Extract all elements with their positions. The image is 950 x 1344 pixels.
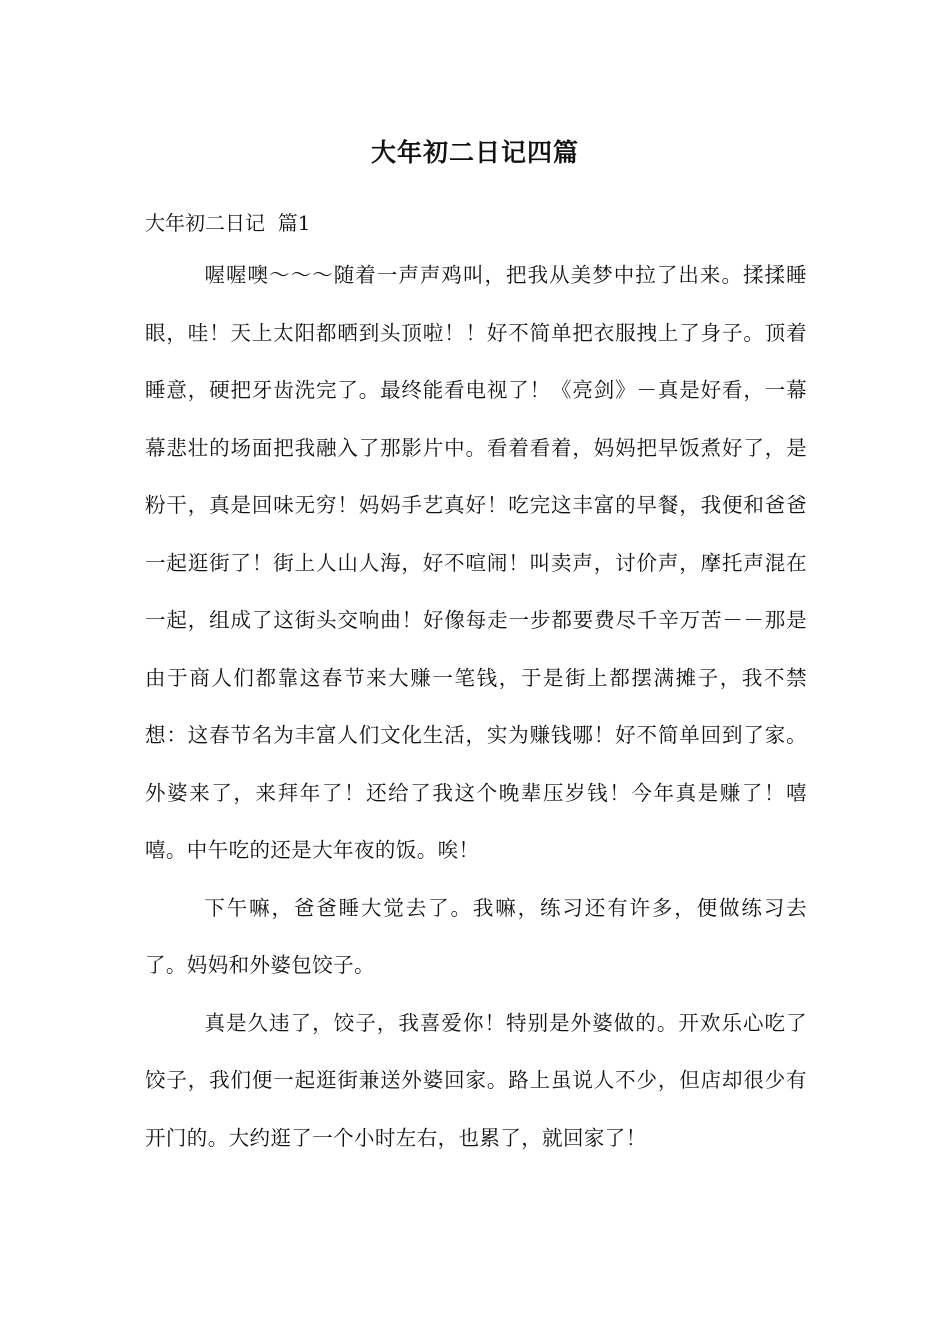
- paragraph: 喔喔噢～～～随着一声声鸡叫，把我从美梦中拉了出来。揉揉睡眼，哇！天上太阳都晒到头顶啦！！好不简单把衣服拽上了身子。顶着睡意，硬把牙齿洗完了。最终能看电视了！《亮剑》－真是好看，一幕幕悲壮的场面把我融入了那影片中。看着看着，妈妈把早饭煮好了，是粉干，真是回味无穷！妈妈手艺真好！吃完这丰富的早餐，我便和爸爸一起逛街了！街上人山人海，好不喧闹！叫卖声，讨价声，摩托声混在一起，组成了这街头交响曲！好像每走一步都要费尽千辛万苦－－那是由于商人们都靠这春节来大赚一笔钱，于是街上都摆满摊子，我不禁想：这春节名为丰富人们文化生活，实为赚钱哪！好不简单回到了家。外婆来了，来拜年了！还给了我这个晚辈压岁钱！今年真是赚了！嘻嘻。中午吃的还是大年夜的饭。唉！: [145, 263, 807, 862]
- paragraph: 真是久违了，饺子，我喜爱你！特别是外婆做的。开欢乐心吃了饺子，我们便一起逛街兼送外婆回家。路上虽说人不少，但店却很少有开门的。大约逛了一个小时左右，也累了，就回家了！: [145, 1010, 807, 1150]
- paragraph: 下午嘛，爸爸睡大觉去了。我嘛，练习还有许多，便做练习去了。妈妈和外婆包饺子。: [145, 895, 807, 977]
- document-title: 大年初二日记四篇: [370, 138, 579, 167]
- section-heading: 大年初二日记 篇1: [145, 211, 311, 235]
- document-body: [145, 247, 807, 1167]
